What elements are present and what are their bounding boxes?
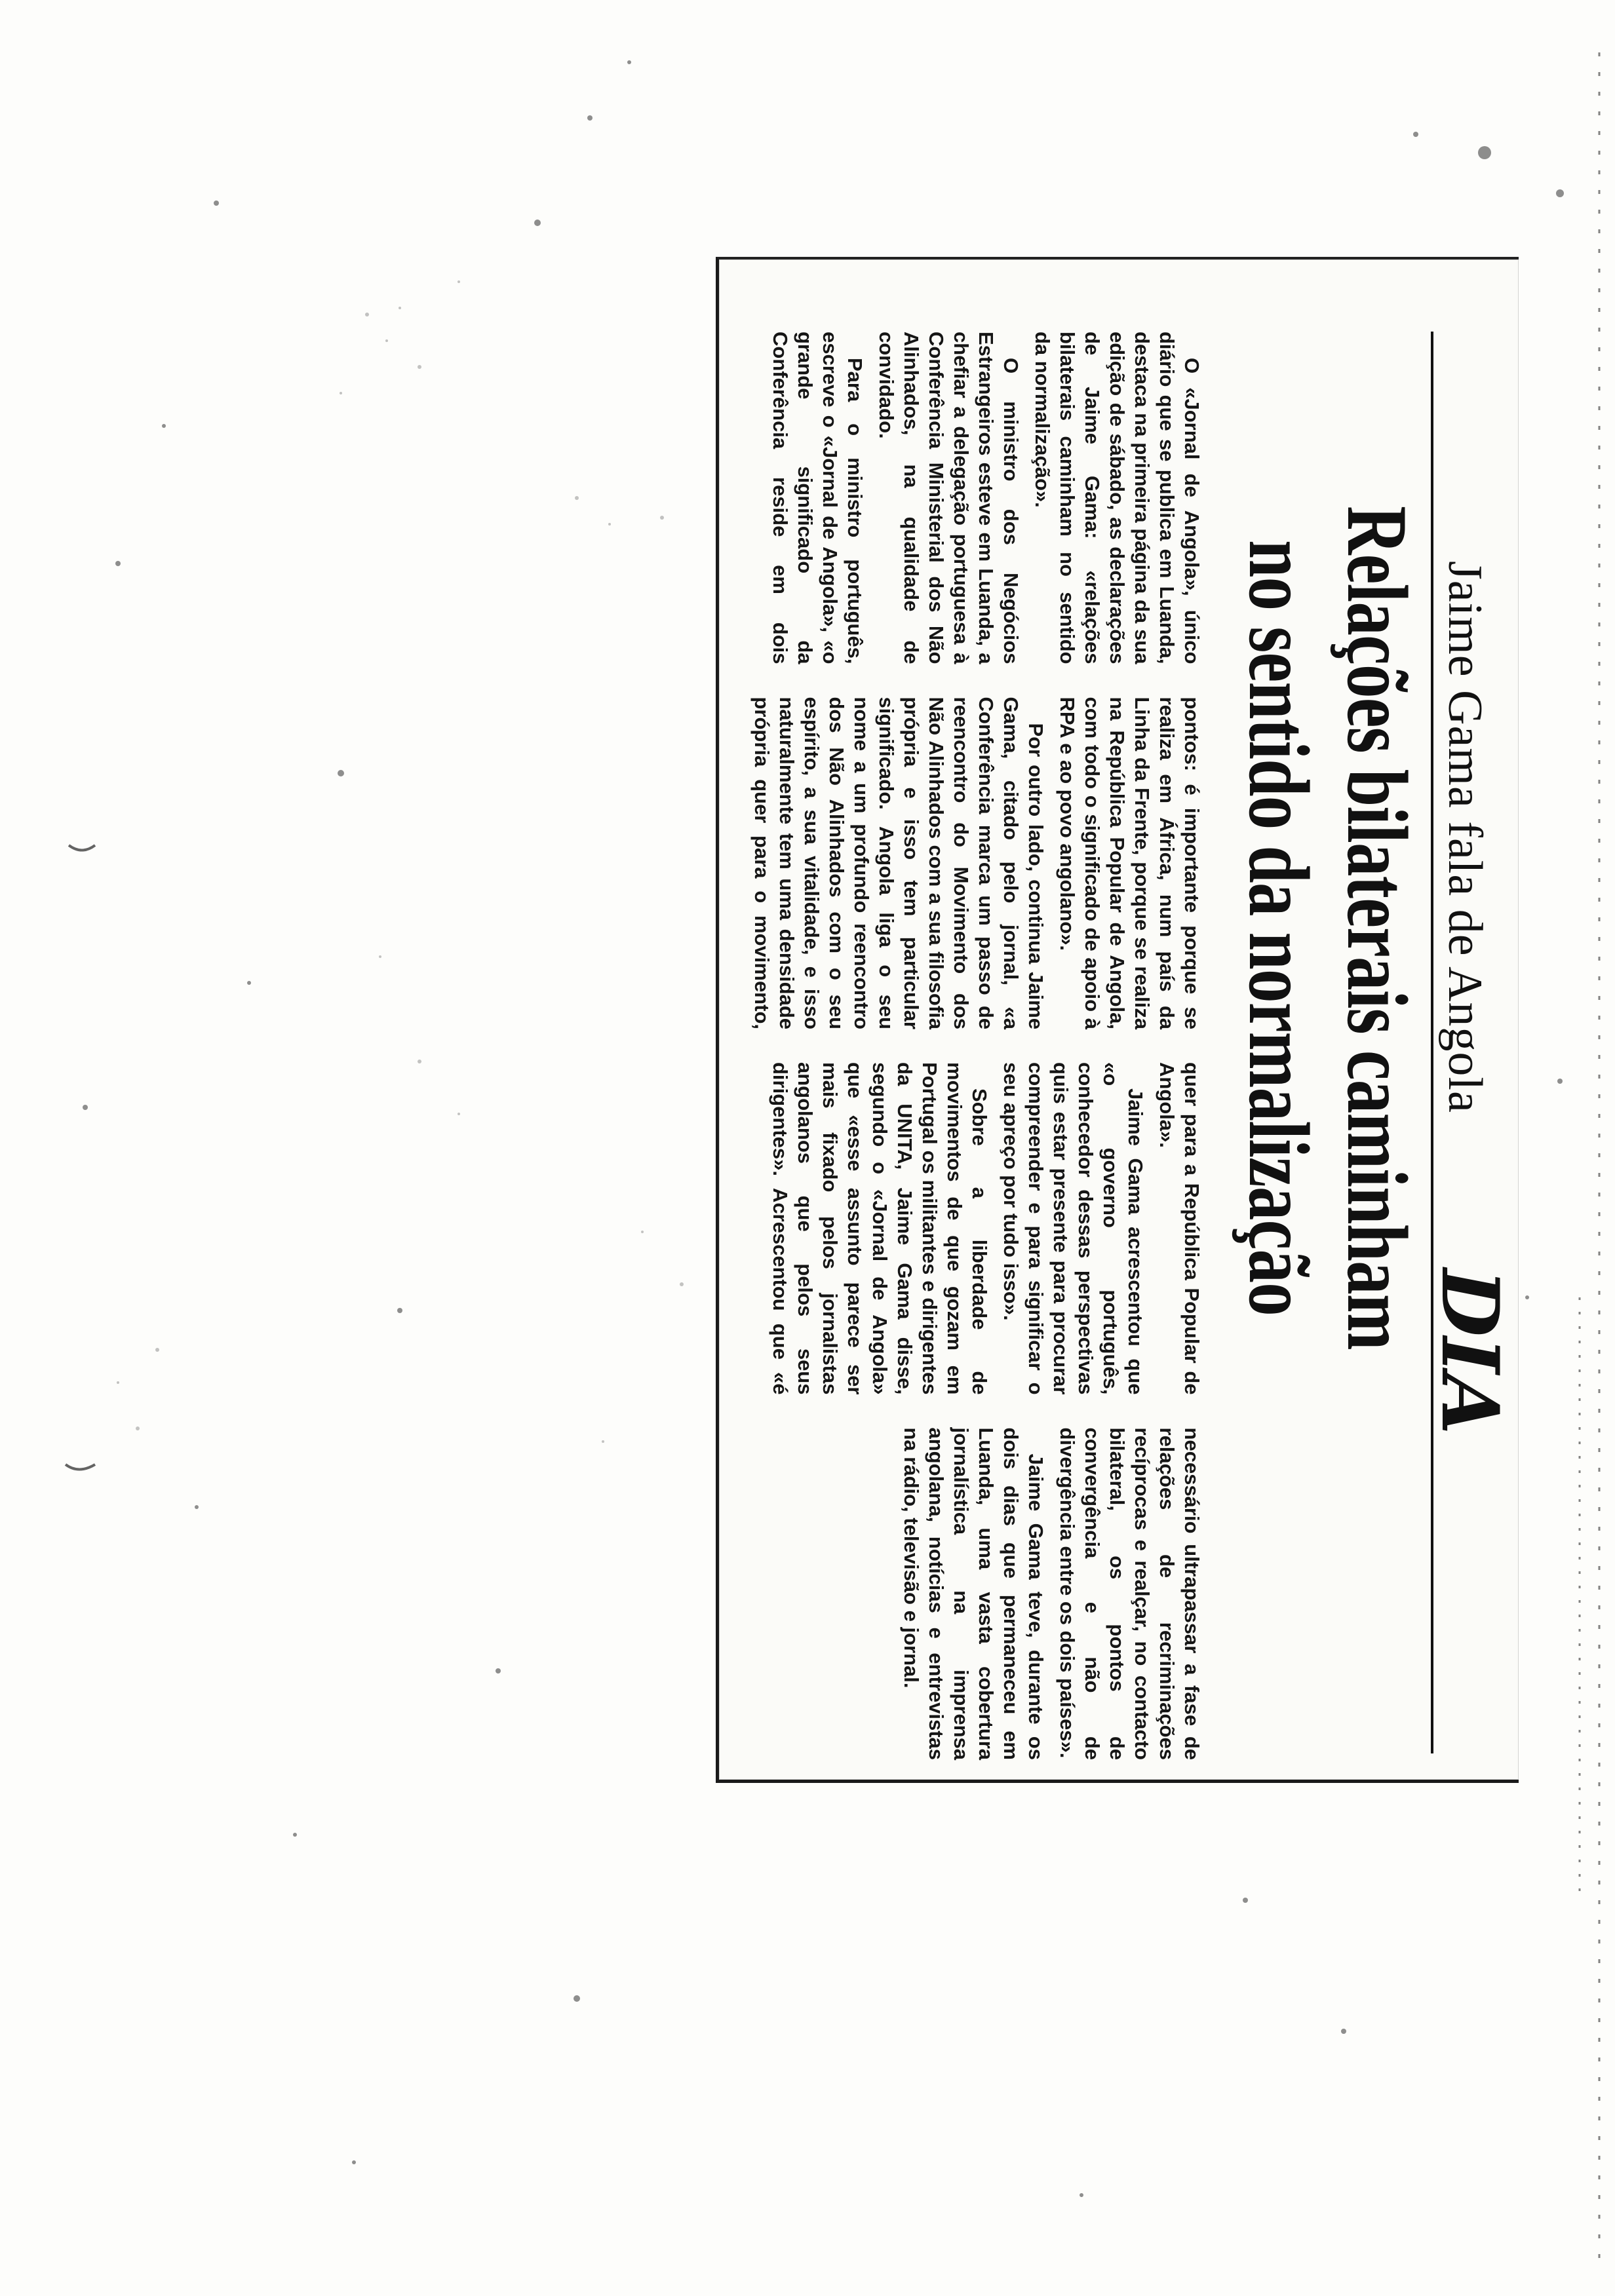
article-paragraph: Para o ministro português, escreve o «Jornal de Angola», «o grande significado da Conferência reside em dois pontos: é importante porque se realiza em África, num país da Linha da Frente, porque se realiza na República Popular de Angola, com todo o significado de apoio à RPA e ao povo angolano». — [769, 332, 1203, 1029]
article-paragraph: Jaime Gama teve, durante os dois dias que permaneceu em Luanda, uma vasta cobertura jornalística na imprensa angolana, notícias e entrevistas na rádio, televisão e jornal. — [900, 1427, 1047, 1760]
article-paragraph: Por outro lado, continua Jaime Gama, citado pelo jornal, «a Conferência marca um passo de reencontro do Movimento dos Não Alinhados com a sua filosofia própria e isso tem particular significado. Angola liga o seu nome a um profundo reencontro dos Não Alinhados com o seu espírito, a sua vitalidade, e isso naturalmente tem uma densidade própria quer para o movimento, quer para a República Popular de Angola». — [750, 697, 1203, 1395]
article — [719, 259, 1519, 1780]
article-paragraph: O «Jornal de Angola», único diário que se publica em Luanda, destaca na primeira página da sua edição de sábado, as declarações de Jaime Gama: «relações bilaterais caminham no sentido da normalização». — [1031, 332, 1203, 664]
article-paragraph: Jaime Gama acrescentou que «o governo português, conhecedor dessas perspectivas quis estar presente para procurar compreender e para significar o seu apreço por tudo isso». — [1000, 1062, 1147, 1395]
article-paragraph: O ministro dos Negócios Estrangeiros esteve em Luanda, a chefiar a delegação portuguesa à Conferência Ministerial dos Não Alinhados, na qualidade de convidado. — [875, 332, 1022, 664]
handwritten-mark: DIA — [1424, 1269, 1516, 1435]
article-body — [745, 332, 1204, 1760]
article-paragraph: Sobre a liberdade de movimentos de que gozam em Portugal os militantes e dirigentes da UNITA, Jaime Gama disse, segundo o «Jornal de Angola» que «esse assunto parece ser mais fixado pelos jornalistas angolanos que pelos seus dirigentes». Acrescentou que «é necessário ultrapassar a fase de relações de recriminações recíprocas e realçar, no contacto bilateral, os pontos de convergência e não de divergência entre os dois países». — [769, 1062, 1203, 1760]
headline-line-1: Relações bilaterais caminham — [1329, 506, 1426, 1350]
kicker-title: Jaime Gama fala de Angola — [1438, 561, 1492, 1113]
headline-line-2: no sentido da normalização — [1231, 540, 1327, 1316]
kicker-rule — [1424, 332, 1516, 1753]
newspaper-clipping — [716, 257, 1519, 1783]
